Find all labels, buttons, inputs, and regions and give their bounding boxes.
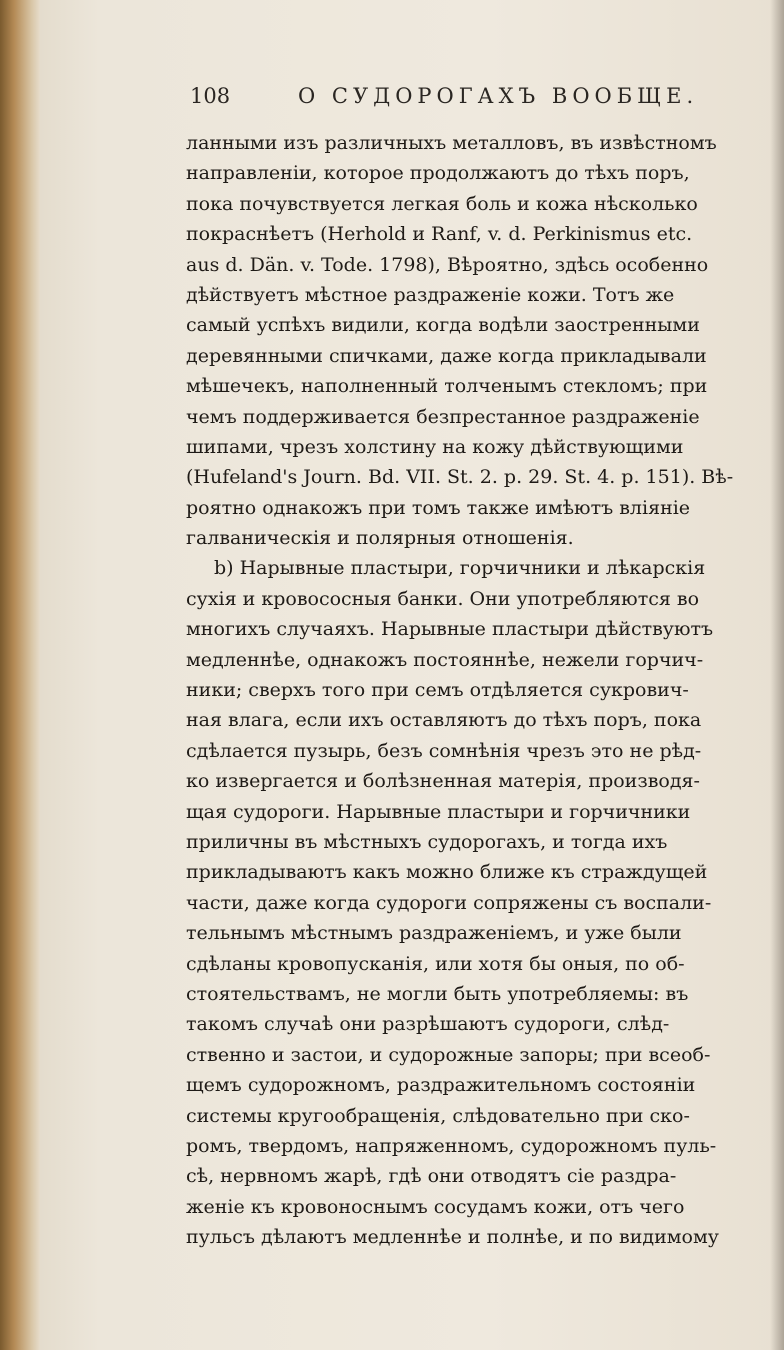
text-line: стоятельствамъ, не могли быть употребляемы: въ	[186, 982, 689, 1005]
text-line: направленіи, которое продолжаютъ до тѣхъ поръ,	[186, 162, 690, 185]
page-header	[190, 84, 760, 114]
text-line: ная влага, если ихъ оставляютъ до тѣхъ поръ, пока	[186, 709, 702, 732]
text-line: aus d. Dän. v. Tode. 1798), Вѣроятно, здѣсь особенно	[186, 253, 709, 276]
text-line: части, даже когда судороги сопряжены съ воспали-	[186, 891, 712, 914]
text-line: сдѣлается пузырь, безъ сомнѣнія чрезъ это не рѣд-	[186, 739, 702, 762]
text-line: системы кругообращенія, слѣдовательно при ско-	[186, 1104, 690, 1127]
text-line: прикладываютъ какъ можно ближе къ страждущей	[186, 861, 708, 884]
text-line: пока почувствуется легкая боль и кожа нѣсколько	[186, 192, 698, 215]
text-line: щемъ судорожномъ, раздражительномъ состояніи	[186, 1074, 696, 1097]
text-line: галваническія и полярныя отношенія.	[186, 527, 574, 550]
text-line: ромъ, твердомъ, напряженномъ, судорожномъ пуль-	[186, 1134, 717, 1157]
text-line: дѣйствуетъ мѣстное раздраженіе кожи. Тотъ же	[186, 283, 675, 306]
text-line: покраснѣетъ (Herhold и Ranf, v. d. Perkinismus etc.	[186, 223, 693, 246]
text-line: мѣшечекъ, наполненный толченымъ стекломъ; при	[186, 375, 708, 398]
text-line: ланными изъ различныхъ металловъ, въ извѣстномъ	[186, 132, 717, 154]
text-line: женіе къ кровоноснымъ сосудамъ кожи, отъ чего	[186, 1195, 685, 1218]
text-line: медленнѣе, однакожъ постояннѣе, нежели горчич-	[186, 648, 704, 671]
text-line: (Hufeland's Journ. Bd. VII. St. 2. p. 29. St. 4. p. 151). Вѣ-	[186, 466, 734, 489]
body-text	[186, 128, 764, 1252]
text-line: щая судороги. Нарывные пластыри и горчичники	[186, 800, 691, 823]
text-line: ники; сверхъ того при семъ отдѣляется сукрович-	[186, 679, 689, 702]
book-gutter	[0, 0, 40, 1350]
text-line: тельнымъ мѣстнымъ раздраженіемъ, и уже были	[186, 922, 682, 945]
text-line: приличны въ мѣстныхъ судорогахъ, и тогда ихъ	[186, 830, 668, 853]
text-line: ко извергается и болѣзненная матерія, производя-	[186, 770, 700, 793]
text-line: b) Нарывные пластыри, горчичники и лѣкарскія	[214, 557, 706, 580]
text-line: ственно и застои, и судорожные запоры; при всеоб-	[186, 1043, 711, 1066]
text-line: такомъ случаѣ они разрѣшаютъ судороги, слѣд-	[186, 1013, 670, 1036]
text-line: шипами, чрезъ холстину на кожу дѣйствующими	[186, 435, 684, 458]
text-line: сухія и кровососныя банки. Они употребляются во	[186, 587, 700, 610]
page-edge-shadow	[770, 0, 784, 1350]
text-line: многихъ случаяхъ. Нарывные пластыри дѣйствуютъ	[186, 618, 714, 641]
text-line: пульсъ дѣлаютъ медленнѣе и полнѣе, и по видимому	[186, 1226, 719, 1249]
text-line: сдѣланы кровопусканія, или хотя бы оныя, по об-	[186, 952, 685, 975]
text-line: роятно однакожъ при томъ также имѣютъ вліяніе	[186, 496, 691, 519]
running-title: О СУДОРОГАХЪ ВООБЩЕ.	[298, 84, 699, 108]
text-line: самый успѣхъ видили, когда водѣли заостренными	[186, 314, 700, 337]
text-line: сѣ, нервномъ жарѣ, гдѣ они отводятъ сіе раздра-	[186, 1165, 677, 1188]
text-line: чемъ поддерживается безпрестанное раздраженіе	[186, 405, 700, 428]
text-line: деревянными спичками, даже когда прикладывали	[186, 344, 707, 367]
page-number: 108	[190, 84, 231, 108]
